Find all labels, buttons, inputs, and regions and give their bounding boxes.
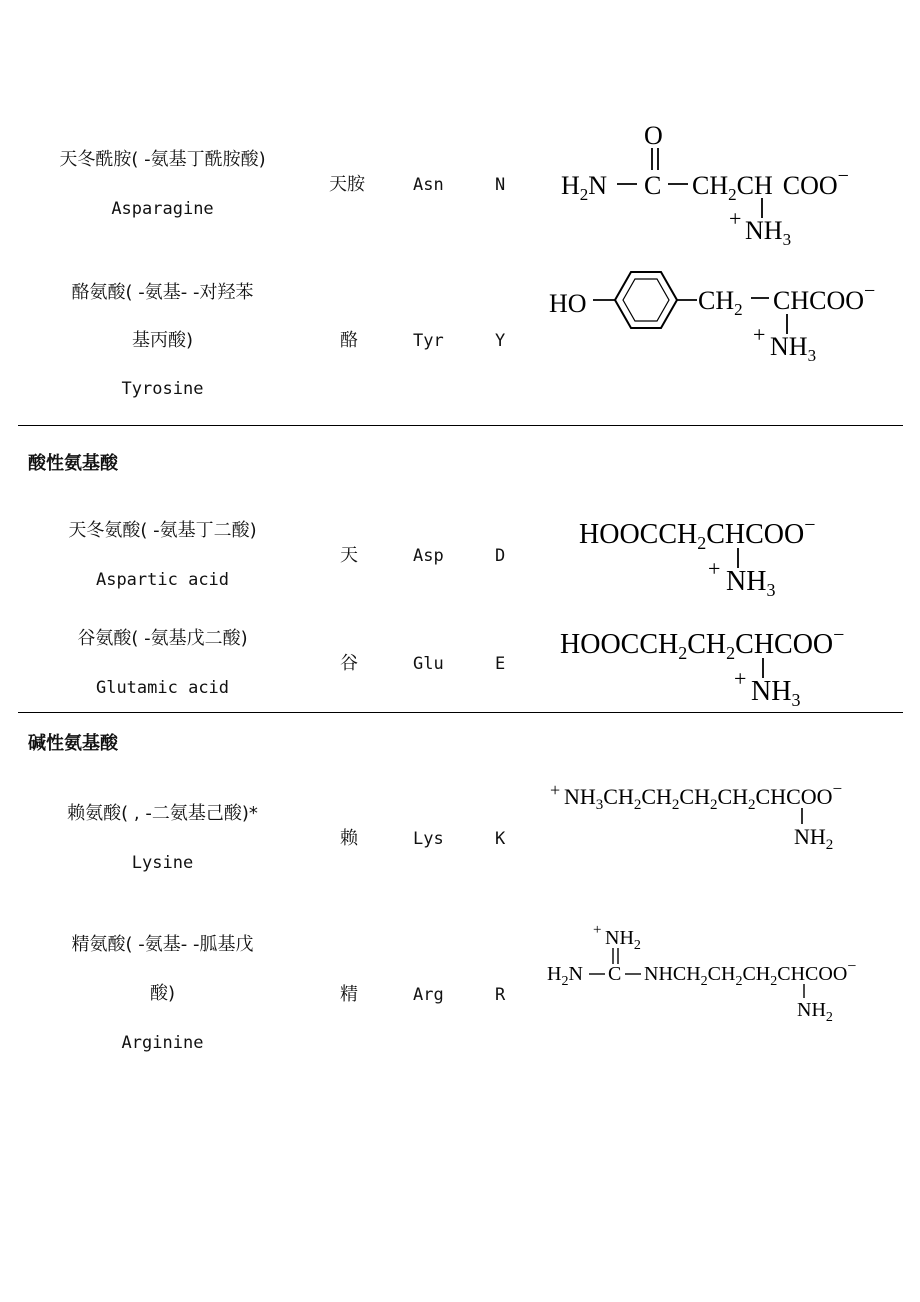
glu-structure [556, 618, 886, 713]
svg-text:NH3CH2CH2CH2CH2CHCOO−: $NH_3CH_2CH_2CH_2CH_2CHCOO^-$ [564, 779, 843, 813]
arg-name-en: Arginine [121, 1033, 204, 1053]
glu-name-en: Glutamic acid [95, 678, 230, 698]
tyr-one-letter: Y [495, 331, 506, 351]
svg-text:HOOCCH2CHCOO−: $HOOCCH_2CHCOO^-$ [579, 514, 816, 553]
asp-name-cn: 天冬氨酸( -氨基丁二酸) [68, 520, 257, 541]
asp-short-cn: 天 [340, 545, 358, 566]
asp-one-letter: D [495, 546, 506, 566]
asn-name-en: Asparagine [111, 199, 214, 219]
asn-short-cn: 天胺 [329, 174, 365, 195]
asp-name-en: Aspartic acid [95, 570, 230, 590]
asn-name-cn: 天冬酰胺( -氨基丁酰胺酸) [59, 149, 266, 170]
svg-text:NHCH2CH2CH2CHCOO−: $NHCH_2CH_2CH_2CHCOO^-$ [644, 958, 857, 989]
asp-structure [575, 508, 875, 603]
svg-text:H2N: $H_2N$ [547, 963, 583, 989]
glu-one-letter: E [495, 654, 506, 674]
svg-text:+: + [593, 922, 602, 938]
arg-three-letter: Arg [413, 985, 444, 1005]
glu-three-letter: Glu [413, 654, 444, 674]
section-divider [18, 712, 903, 713]
lys-name-cn: 赖氨酸( , -二氨基己酸)* [67, 803, 258, 824]
tyr-short-cn: 酪 [340, 330, 358, 351]
svg-text:NH3: $NH_3$ [745, 216, 792, 249]
glu-short-cn: 谷 [340, 653, 358, 674]
svg-text:+: + [734, 666, 747, 691]
section-title-basic: 碱性氨基酸 [28, 733, 118, 754]
svg-text:HOOCCH2CH2CHCOO−: $HOOCCH_2CH_2CHCOO^-$ [560, 624, 845, 663]
arg-one-letter: R [495, 985, 506, 1005]
svg-text:CH2: $CH_2$ [698, 286, 743, 319]
asp-three-letter: Asp [413, 546, 444, 566]
lys-short-cn: 赖 [340, 828, 358, 849]
tyr-three-letter: Tyr [413, 331, 444, 351]
svg-text:NH2: $NH_2$ [797, 999, 833, 1025]
svg-text:+: + [729, 206, 742, 231]
svg-text:O: O [644, 121, 663, 150]
lys-one-letter: K [495, 829, 506, 849]
arg-short-cn: 精 [340, 984, 358, 1005]
section-title-acidic: 酸性氨基酸 [28, 453, 118, 474]
lys-structure [548, 774, 898, 859]
asn-structure [555, 118, 895, 248]
svg-text:NH2: $NH_2$ [794, 824, 834, 853]
lys-three-letter: Lys [413, 829, 444, 849]
svg-text:C: C [644, 171, 662, 200]
lys-name-en: Lysine [131, 853, 194, 873]
svg-text:+: + [708, 556, 721, 581]
tyr-name-en: Tyrosine [121, 379, 204, 399]
svg-text:+: + [550, 780, 561, 800]
tyr-structure [545, 262, 895, 372]
svg-text:+: + [753, 322, 766, 347]
svg-text:H2N: $H_2N$ [561, 171, 608, 204]
arg-name-cn-line2: 酸) [149, 983, 176, 1004]
svg-text:C: C [608, 963, 622, 985]
asn-one-letter: N [495, 175, 506, 195]
asn-three-letter: Asn [413, 175, 444, 195]
svg-text:CH2CHCOO−: $CH_2CH$ COO− [692, 165, 849, 204]
section-divider [18, 425, 903, 426]
arg-structure [545, 918, 895, 1028]
tyr-name-cn-line2: 基丙酸) [131, 330, 194, 351]
svg-text:NH2: $NH_2$ [605, 927, 641, 953]
glu-name-cn: 谷氨酸( -氨基戊二酸) [77, 628, 248, 649]
svg-text:NH3: $NH_3$ [751, 676, 801, 710]
tyr-name-cn-line1: 酪氨酸( -氨基- -对羟苯 [71, 282, 254, 303]
svg-text:NH3: $NH_3$ [726, 566, 776, 600]
svg-text:CHCOO−: CHCOO− [773, 280, 876, 315]
svg-text:NH3: $NH_3$ [770, 332, 817, 365]
arg-name-cn-line1: 精氨酸( -氨基- -胍基戊 [71, 934, 254, 955]
svg-text:HO: HO [549, 289, 587, 318]
